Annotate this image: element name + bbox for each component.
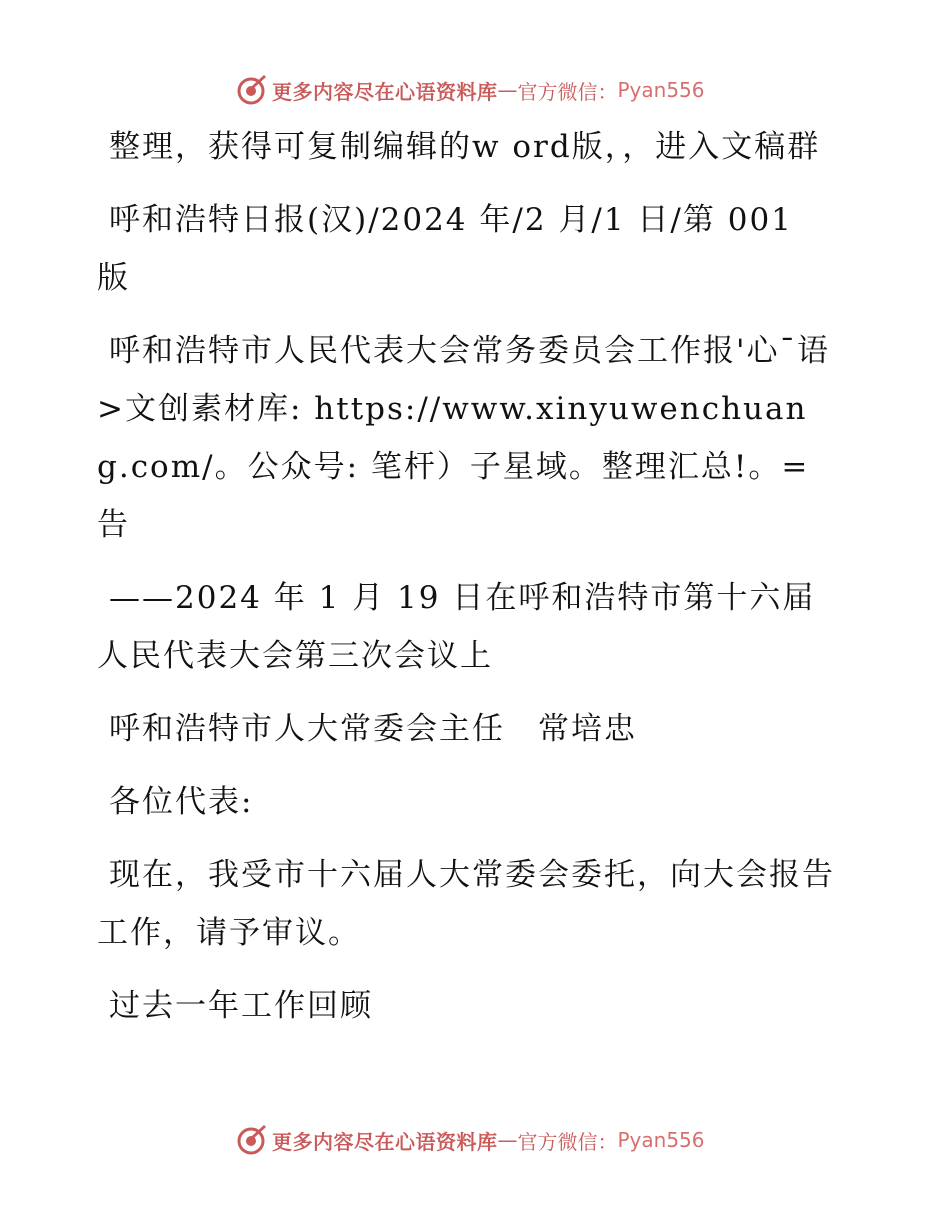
- header-banner: [236, 72, 716, 108]
- banner-wechat-label: 官方微信：: [517, 79, 618, 104]
- paragraph-speaker: 呼和浩特市人大常委会主任 常培忠: [109, 711, 637, 747]
- paragraph-report-title: 呼和浩特市人民代表大会常务委员会工作报'心¯语>文创素材库: https://www.xinyuwenchuang.com/。公众号: 笔杆）子星域。整理汇总!。=告: [97, 333, 831, 543]
- banner-wechat-id: Pyan556: [617, 78, 705, 102]
- brush-logo-icon: [236, 1124, 268, 1156]
- brush-logo-icon: [236, 74, 268, 106]
- paragraph-intro-note: 整理，获得可复制编辑的w ord版，，进入文稿群: [109, 129, 821, 165]
- paragraph-salutation: 各位代表:: [109, 784, 254, 820]
- document-body: [97, 118, 837, 1050]
- banner-separator: —: [497, 1128, 518, 1152]
- section-heading: 过去一年工作回顾: [109, 988, 373, 1024]
- banner-text: 更多内容尽在心语资料库: [272, 79, 498, 104]
- banner-wechat-id: Pyan556: [617, 1128, 705, 1152]
- banner-separator: —: [497, 78, 518, 102]
- banner-wechat-label: 官方微信：: [517, 1129, 618, 1154]
- paragraph-occasion: ——2024 年 1 月 19 日在呼和浩特市第十六届人民代表大会第三次会议上: [97, 580, 816, 674]
- footer-banner: [236, 1122, 716, 1158]
- paragraph-opening: 现在，我受市十六届人大常委会委托，向大会报告工作，请予审议。: [97, 857, 835, 951]
- paragraph-source: 呼和浩特日报(汉)/2024 年/2 月/1 日/第 001 版: [97, 202, 793, 296]
- banner-text: 更多内容尽在心语资料库: [272, 1129, 498, 1154]
